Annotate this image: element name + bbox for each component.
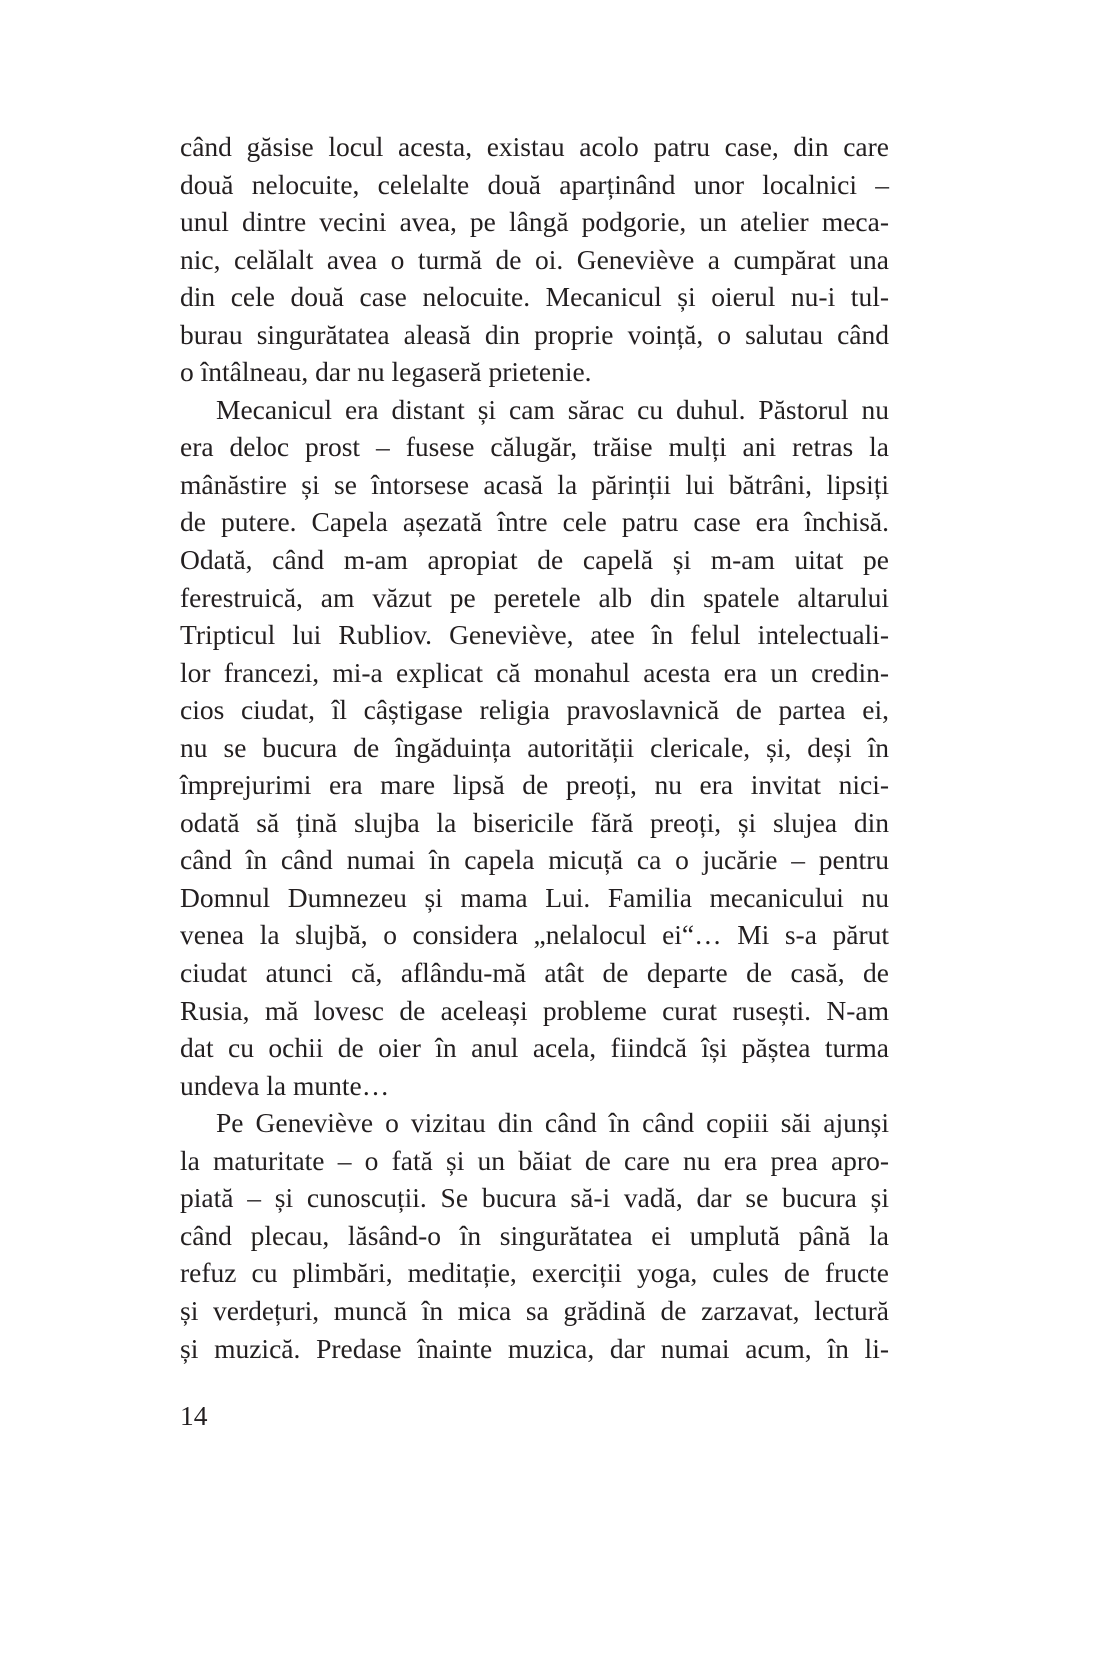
- text-line: Domnul Dumnezeu și mama Lui. Familia mecanicului nu: [180, 881, 889, 913]
- text-line: când în când numai în capela micuță ca o jucărie – pentru: [180, 844, 889, 876]
- text-line: împrejurimi era mare lipsă de preoți, nu era invitat nici-: [180, 769, 889, 801]
- text-line: odată să țină slujba la bisericile fără preoți, și slujea din: [180, 806, 889, 838]
- text-line: din cele două case nelocuite. Mecanicul și oierul nu-i tul-: [180, 281, 889, 313]
- text-line: la maturitate – o fată și un băiat de care nu era prea apro-: [180, 1144, 889, 1176]
- text-line: două nelocuite, celelalte două aparținând unor localnici –: [180, 168, 889, 200]
- text-line: lor francezi, mi-a explicat că monahul acesta era un credin-: [180, 656, 889, 688]
- text-line: Rusia, mă lovesc de aceleași probleme curat rusești. N-am: [180, 994, 889, 1026]
- text-line: nic, celălalt avea o turmă de oi. Geneviève a cumpărat una: [180, 243, 889, 275]
- text-line: Mecanicul era distant și cam sărac cu duhul. Păstorul nu: [216, 393, 889, 425]
- text-line: refuz cu plimbări, meditație, exerciții yoga, cules de fructe: [180, 1257, 889, 1289]
- text-line: de putere. Capela așezată între cele patru case era închisă.: [180, 506, 889, 538]
- text-line: când găsise locul acesta, existau acolo patru case, din care: [180, 131, 889, 162]
- text-line: unul dintre vecini avea, pe lângă podgorie, un atelier meca-: [180, 206, 889, 238]
- text-line: era deloc prost – fusese călugăr, trăise mulți ani retras la: [180, 431, 889, 463]
- text-line: și muzică. Predase înainte muzica, dar numai acum, în li-: [180, 1332, 889, 1364]
- text-line: cios ciudat, îl câștigase religia pravoslavnică de partea ei,: [180, 694, 889, 726]
- text-line: ciudat atunci că, aflându-mă atât de departe de casă, de: [180, 957, 889, 989]
- text-line: o întâlneau, dar nu legaseră prietenie.: [180, 356, 592, 388]
- text-line: piată – și cunoscuții. Se bucura să-i vadă, dar se bucura și: [180, 1182, 889, 1214]
- text-line: ferestruică, am văzut pe peretele alb din spatele altarului: [180, 581, 889, 613]
- book-page-body: [180, 128, 889, 1367]
- text-line: nu se bucura de îngăduința autorității clericale, și, deși în: [180, 731, 889, 763]
- text-line: undeva la munte…: [180, 1069, 390, 1101]
- text-line: venea la slujbă, o considera „nelalocul ei“… Mi s-a părut: [180, 919, 889, 951]
- text-line: Odată, când m-am apropiat de capelă și m-am uitat pe: [180, 544, 889, 576]
- text-line: dat cu ochii de oier în anul acela, fiindcă își păștea turma: [180, 1032, 889, 1064]
- text-line: când plecau, lăsând-o în singurătatea ei umplută până la: [180, 1219, 889, 1251]
- text-line: Pe Geneviève o vizitau din când în când copiii săi ajunși: [216, 1107, 889, 1139]
- text-line: și verdețuri, muncă în mica sa grădină de zarzavat, lectură: [180, 1294, 889, 1326]
- text-line: mânăstire și se întorsese acasă la părinții lui bătrâni, lipsiți: [180, 468, 889, 500]
- text-line: burau singurătatea aleasă din proprie voință, o salutau când: [180, 318, 889, 350]
- page-number: 14: [180, 1400, 208, 1431]
- text-line: Tripticul lui Rubliov. Geneviève, atee în felul intelectuali-: [180, 619, 889, 651]
